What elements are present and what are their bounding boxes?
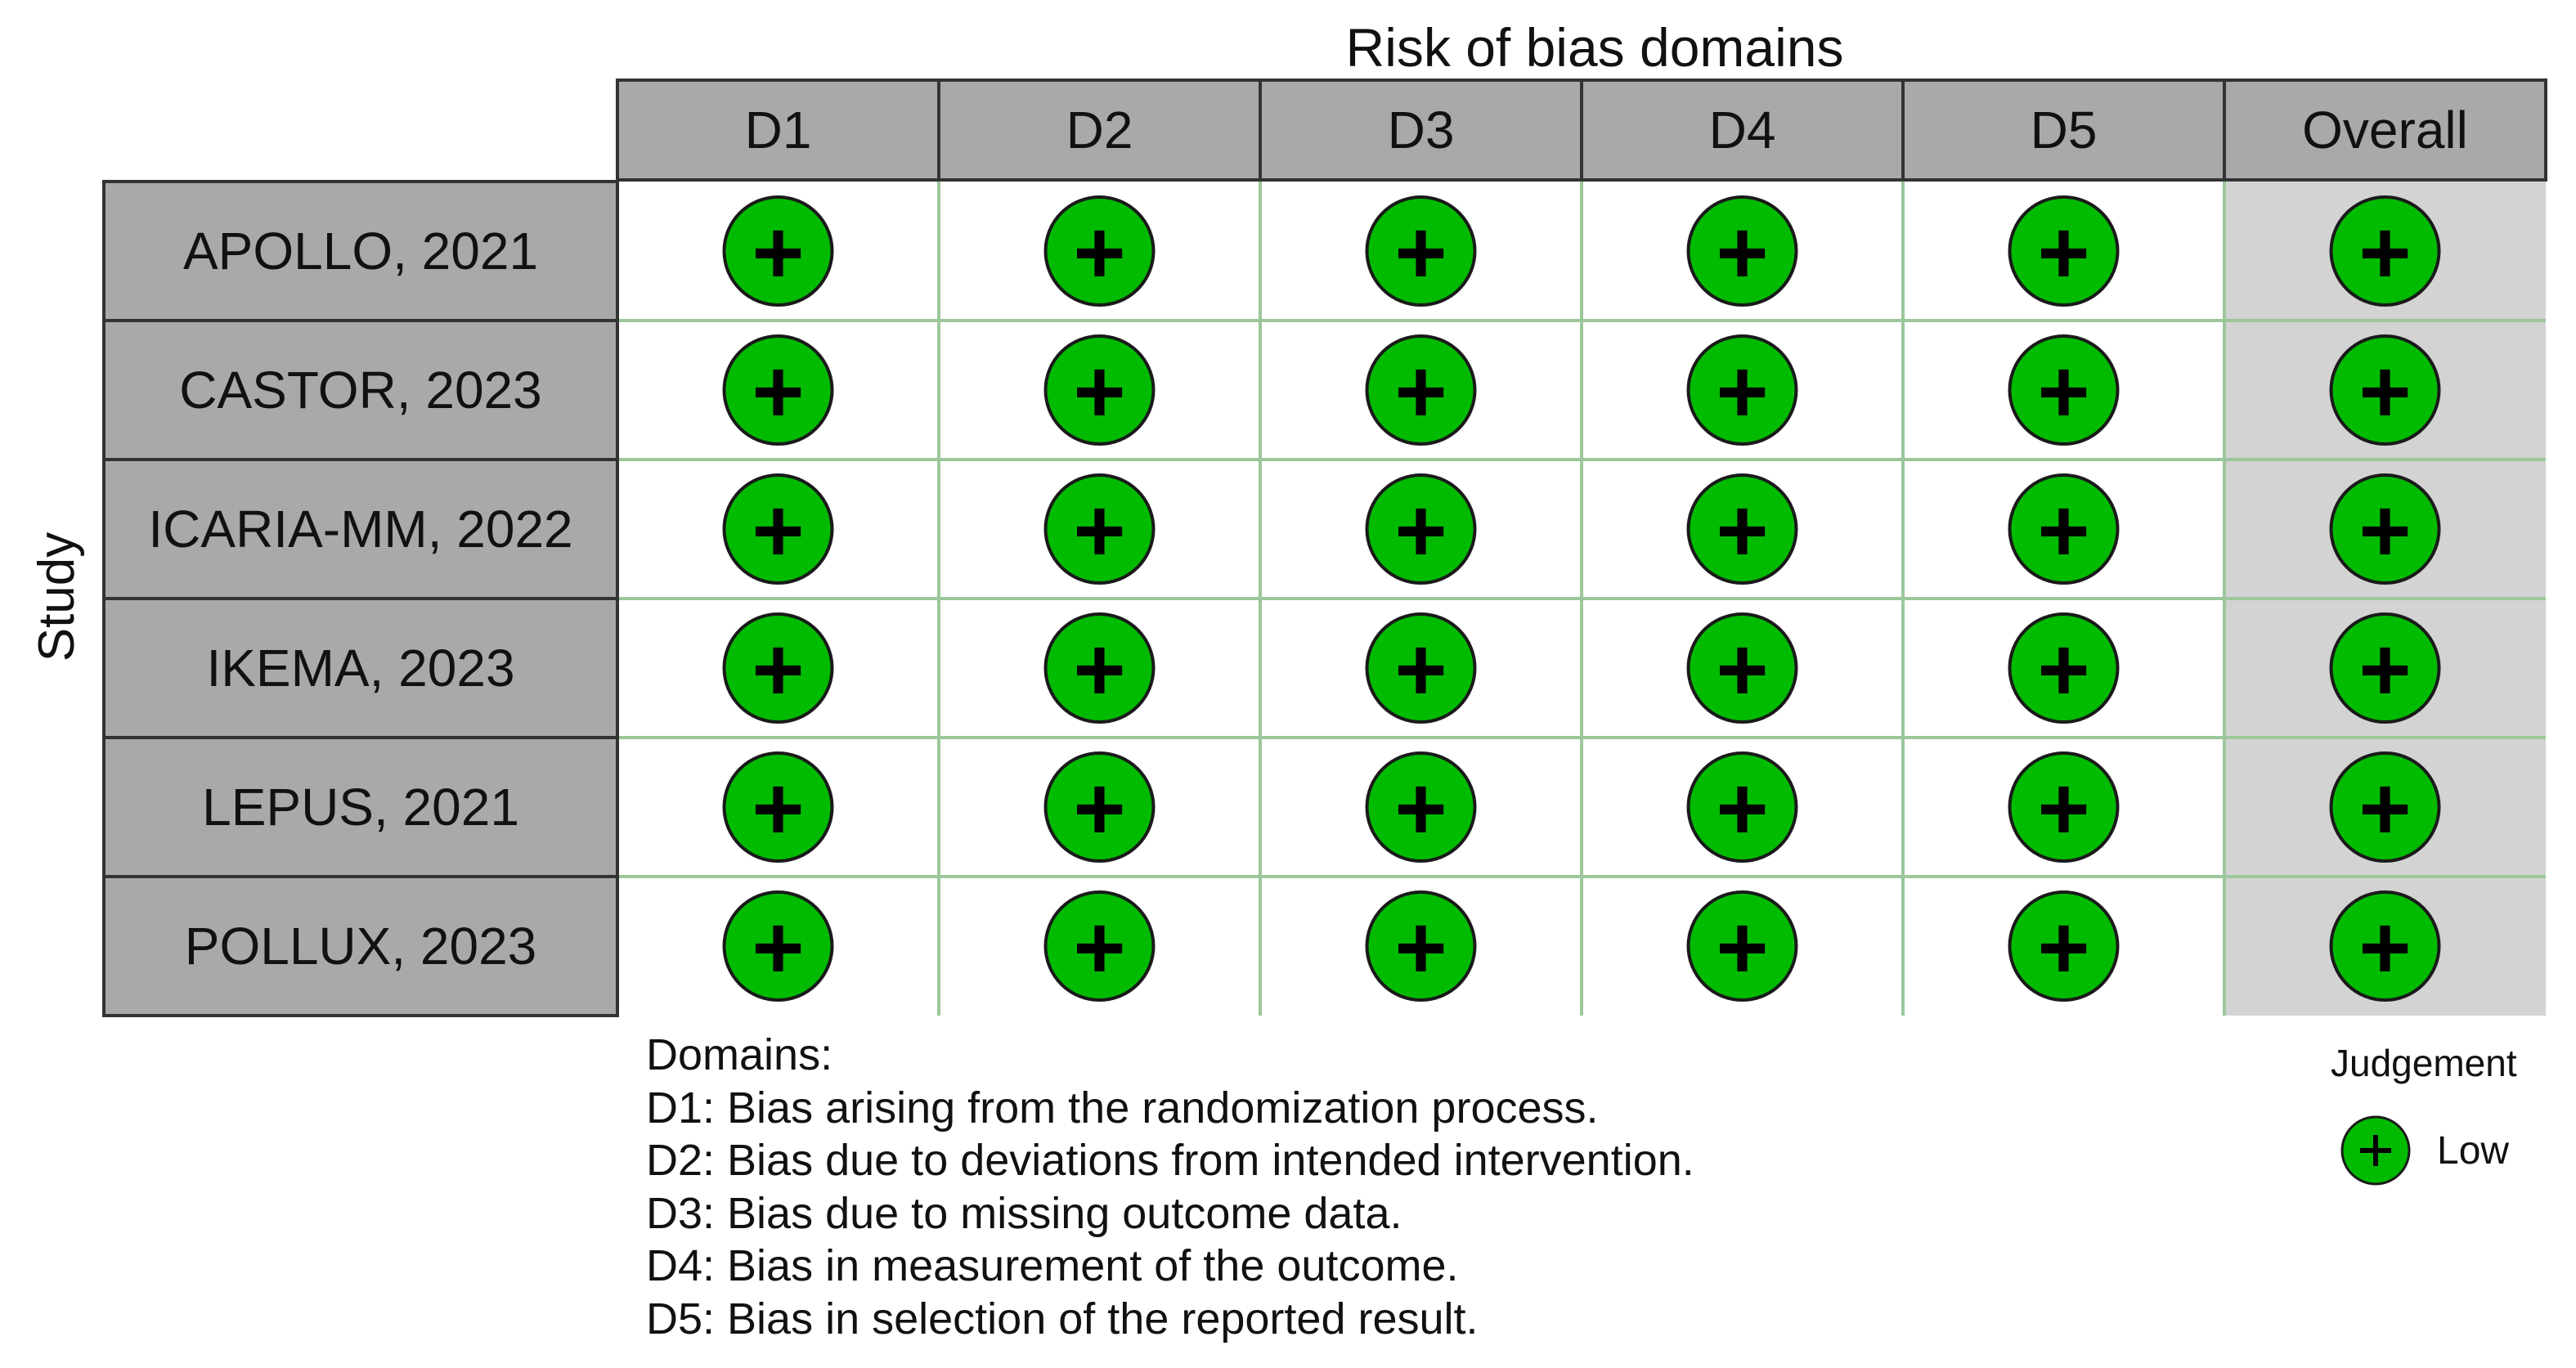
judgement-low-icon bbox=[1046, 614, 1154, 722]
column-header-label: D1 bbox=[744, 101, 812, 159]
judgement-symbol: + bbox=[1394, 758, 1447, 859]
judgement-low-icon bbox=[2010, 197, 2118, 305]
judgement-low-icon bbox=[2331, 892, 2439, 1000]
study-label: ICARIA-MM, 2022 bbox=[148, 500, 573, 558]
judgement-symbol: + bbox=[2358, 758, 2412, 859]
judgement-symbol: + bbox=[752, 897, 805, 998]
judgement-low-icon bbox=[2331, 475, 2439, 583]
judgement-low-icon bbox=[1689, 753, 1797, 861]
judgement-low-icon bbox=[2010, 336, 2118, 444]
judgement-low-icon bbox=[725, 336, 832, 444]
judgement-symbol: + bbox=[1716, 897, 1769, 998]
judgement-symbol: + bbox=[752, 758, 805, 859]
judgement-symbol: + bbox=[2037, 480, 2090, 581]
plus-circle-icon bbox=[2339, 1114, 2412, 1187]
judgement-low-icon bbox=[2331, 753, 2439, 861]
judgement-low-icon bbox=[1367, 614, 1475, 722]
judgement-low-icon bbox=[1367, 753, 1475, 861]
judgement-low-icon bbox=[1046, 892, 1154, 1000]
judgement-symbol: + bbox=[2358, 480, 2412, 581]
domain-legend-d5: D5: Bias in selection of the reported result. bbox=[646, 1294, 1479, 1343]
judgement-low-icon bbox=[1046, 753, 1154, 861]
judgement-low-icon bbox=[725, 614, 832, 722]
judgement-low-icon bbox=[1689, 614, 1797, 722]
column-header-label: D2 bbox=[1066, 101, 1133, 159]
judgement-low-icon bbox=[1689, 892, 1797, 1000]
judgement-symbol: + bbox=[1716, 202, 1769, 303]
judgement-low-icon bbox=[1689, 336, 1797, 444]
judgement-low-icon bbox=[725, 753, 832, 861]
judgement-symbol: + bbox=[1394, 619, 1447, 720]
study-label: APOLLO, 2021 bbox=[182, 222, 539, 280]
domain-legend-d3: D3: Bias due to missing outcome data. bbox=[646, 1188, 1402, 1238]
study-label: LEPUS, 2021 bbox=[202, 778, 519, 836]
judgement-legend-low-label: Low bbox=[2437, 1128, 2510, 1173]
domains-legend bbox=[646, 1029, 1694, 1345]
judgement-low-icon bbox=[1367, 197, 1475, 305]
judgement-low-icon bbox=[1046, 475, 1154, 583]
judgement-low-icon bbox=[725, 197, 832, 305]
judgement-symbol: + bbox=[1716, 341, 1769, 442]
judgement-symbol: + bbox=[1716, 619, 1769, 720]
judgement-low-icon bbox=[1046, 197, 1154, 305]
study-label: IKEMA, 2023 bbox=[206, 639, 515, 697]
judgement-legend-low bbox=[2339, 1114, 2509, 1187]
judgement-low-icon bbox=[1367, 336, 1475, 444]
judgement-low-icon bbox=[1689, 197, 1797, 305]
figure-title: Risk of bias domains bbox=[1345, 17, 1844, 78]
domains-legend-heading: Domains: bbox=[646, 1030, 833, 1079]
column-header-label: Overall bbox=[2302, 101, 2468, 159]
judgement-symbol: + bbox=[1073, 758, 1126, 859]
judgement-symbol: + bbox=[2358, 202, 2412, 303]
judgement-low-icon bbox=[725, 892, 832, 1000]
column-header-label: D4 bbox=[1708, 101, 1776, 159]
judgement-symbol: + bbox=[2037, 897, 2090, 998]
judgement-low-icon bbox=[2331, 197, 2439, 305]
judgement-symbol: + bbox=[2358, 341, 2412, 442]
judgement-low-icon bbox=[1367, 475, 1475, 583]
judgement-low-icon bbox=[2010, 753, 2118, 861]
judgement-symbol: + bbox=[1073, 341, 1126, 442]
judgement-low-icon bbox=[2010, 475, 2118, 583]
judgement-symbol: + bbox=[1716, 480, 1769, 581]
judgement-symbol: + bbox=[1394, 480, 1447, 581]
domain-legend-d4: D4: Bias in measurement of the outcome. bbox=[646, 1241, 1459, 1290]
judgement-symbol: + bbox=[1394, 202, 1447, 303]
judgement-symbol: + bbox=[1394, 897, 1447, 998]
judgement-symbol: + bbox=[752, 480, 805, 581]
column-header-label: D5 bbox=[2030, 101, 2098, 159]
domain-legend-d1: D1: Bias arising from the randomization process. bbox=[646, 1083, 1599, 1133]
judgement-symbol: + bbox=[2037, 758, 2090, 859]
y-axis-label: Study bbox=[29, 532, 85, 662]
judgement-low-icon bbox=[1367, 892, 1475, 1000]
judgement-symbol: + bbox=[752, 619, 805, 720]
judgement-symbol: + bbox=[2358, 897, 2412, 998]
judgement-low-icon bbox=[2331, 614, 2439, 722]
judgement-low-icon bbox=[2010, 892, 2118, 1000]
judgement-symbol: + bbox=[1073, 480, 1126, 581]
judgement-symbol: + bbox=[1073, 619, 1126, 720]
study-label: CASTOR, 2023 bbox=[179, 361, 542, 419]
judgement-legend-title: Judgement bbox=[2331, 1042, 2517, 1084]
judgement-low-icon bbox=[2331, 336, 2439, 444]
judgement-symbol: + bbox=[752, 341, 805, 442]
judgement-symbol: + bbox=[1394, 341, 1447, 442]
judgement-symbol: + bbox=[1716, 758, 1769, 859]
judgement-low-icon bbox=[725, 475, 832, 583]
domain-legend-d2: D2: Bias due to deviations from intended intervention. bbox=[646, 1136, 1694, 1185]
column-header-label: D3 bbox=[1387, 101, 1455, 159]
judgement-symbol: + bbox=[2037, 619, 2090, 720]
judgement-low-icon bbox=[2010, 614, 2118, 722]
judgement-symbol: + bbox=[2358, 619, 2412, 720]
judgement-symbol: + bbox=[752, 202, 805, 303]
judgement-symbol: + bbox=[1073, 897, 1126, 998]
judgement-low-icon bbox=[1046, 336, 1154, 444]
judgement-symbol: + bbox=[2037, 341, 2090, 442]
judgement-symbol: + bbox=[1073, 202, 1126, 303]
judgement-symbol: + bbox=[2037, 202, 2090, 303]
study-label: POLLUX, 2023 bbox=[184, 917, 537, 976]
judgement-low-icon bbox=[1689, 475, 1797, 583]
